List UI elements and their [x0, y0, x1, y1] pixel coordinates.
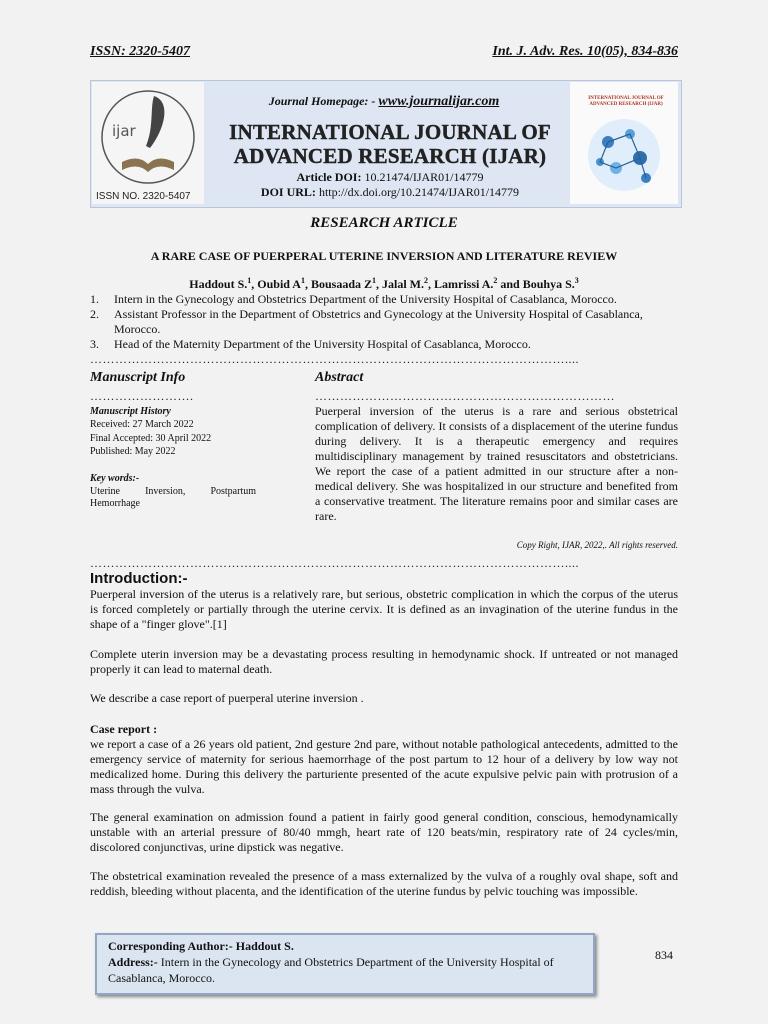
abstract-dots: ………………………………………………………………	[315, 389, 615, 403]
case-paragraph-1: we report a case of a 26 years old patient, 2nd gesture 2nd pare, without notable pathological antecedents, admitted to the emergency service of maternity for serious haemorrhage of the post partum to 12 hour of a delivery by low way not medicalized home. During this delivery the parturiente presented of the acute expulsive pelvic pain with protrusion of a mass through the vulva.	[90, 737, 678, 796]
author-affiliation-sup: 2	[424, 276, 429, 285]
copyright-notice: Copy Right, IJAR, 2022,. All rights reserved.	[516, 540, 678, 550]
author-affiliation-sup: 1	[300, 276, 305, 285]
author-affiliation-sup: 3	[574, 276, 579, 285]
address-text: Intern in the Gynecology and Obstetrics Department of the University Hospital of Casablanca, Morocco.	[108, 955, 554, 985]
article-title: A RARE CASE OF PUERPERAL UTERINE INVERSION AND LITERATURE REVIEW	[150, 249, 618, 263]
case-paragraph-3: The obstetrical examination revealed the presence of a mass externalized by the vulva of a roughly oval shape, soft and reddish, bleeding without placenta, and the identification of the uterine fundus by pelvic touching was impossible.	[90, 869, 678, 898]
issn-header: ISSN: 2320-5407	[90, 44, 190, 59]
abstract-text: Puerperal inversion of the uterus is a rare and serious obstetrical complication of delivery. It consists of a displacement of the uterine fundus during delivery. It is a therapeutic emergency and requires multidisciplinary management by trained resuscitators and obstetricians. We report the case of a patient admitted in our structure after a non-medical delivery. She was hospitalized in our structure and benefited from a conservative treatment. The literature remains poor and similar cases are rare.	[315, 404, 678, 523]
citation-header: Int. J. Adv. Res. 10(05), 834-836	[492, 44, 678, 59]
author-affiliation-sup: 1	[247, 276, 252, 285]
doi-block	[210, 170, 570, 200]
corr-label: Corresponding Author:-	[108, 939, 236, 953]
intro-paragraph-3: We describe a case report of puerperal uterine inversion .	[90, 691, 364, 705]
author-name: Bouhya S.	[522, 277, 575, 291]
author-name: Bousaada Z	[310, 277, 373, 291]
homepage-label: Journal Homepage: -	[268, 94, 379, 108]
doi-url-link[interactable]: http://dx.doi.org/10.21474/IJAR01/14779	[318, 185, 520, 199]
keywords-heading: Key words:-	[90, 473, 140, 484]
manuscript-history-heading: Manuscript History	[90, 406, 171, 417]
affiliation-2: 2. Assistant Professor in the Department of Obstetrics and Gynecology at the University Hospital of Casablanca, Morocco.	[90, 307, 643, 336]
manuscript-info-heading: Manuscript Info	[90, 370, 186, 385]
introduction-heading: Introduction:-	[90, 570, 188, 587]
author-name: Jalal M.	[382, 277, 425, 291]
address-label: Address:-	[108, 955, 161, 969]
author-name: Lamrissi A.	[434, 277, 494, 291]
logo-issn-text: ISSN NO. 2320-5407	[96, 191, 191, 202]
received-date: Received: 27 March 2022	[90, 419, 194, 430]
separator-bottom: ……………………………………………………………………………………………………....	[90, 556, 579, 570]
molecule-cover-icon	[578, 112, 670, 198]
separator-top: ……………………………………………………………………………………………………....	[90, 352, 579, 366]
author-list: Haddout S.$^1$, Oubid $A^1$, Bousaada $Z^1$, Jalal M.$^2$, Lamrissi A.$^2$ and Bouhya S.$^3$	[189, 276, 579, 291]
published-date: Published: May 2022	[90, 446, 176, 457]
doi-label: Article DOI:	[296, 170, 362, 184]
affiliation-1: 1. Intern in the Gynecology and Obstetrics Department of the University Hospital of Casablanca, Morocco.	[90, 292, 617, 306]
abstract-heading: Abstract	[315, 370, 364, 385]
doi-value: 10.21474/IJAR01/14779	[364, 170, 484, 184]
corr-name: Haddout S.	[235, 939, 294, 953]
journal-title-line2: ADVANCED RESEARCH (IJAR)	[233, 144, 547, 168]
journal-homepage	[0, 94, 768, 110]
article-type: RESEARCH ARTICLE	[310, 215, 458, 231]
logo-ijar-text: ijar	[112, 122, 136, 140]
cover-title: INTERNATIONAL JOURNAL OF ADVANCED RESEARCH (IJAR)	[588, 96, 664, 107]
page-number: 834	[655, 948, 673, 962]
intro-paragraph-2: Complete uterin inversion may be a devastating process resulting in hemodynamic shock. If untreated or not managed properly it can lead to maternal death.	[90, 647, 678, 676]
author-affiliation-sup: 1	[372, 276, 377, 285]
accepted-date: Final Accepted: 30 April 2022	[90, 433, 212, 444]
affiliation-3: 3. Head of the Maternity Department of the University Hospital of Casablanca, Morocco.	[90, 337, 531, 351]
keywords-line2: Hemorrhage	[90, 498, 140, 509]
journal-title	[210, 120, 570, 168]
author-name: Oubid A	[257, 277, 301, 291]
intro-paragraph-1: Puerperal inversion of the uterus is a relatively rare, but serious, obstetric complication in which the corpus of the uterus is forced completely or partially through the uterine cervix. It is defined as an invagination of the uterine fundus in the shape of a "finger glove".[1]	[90, 587, 678, 631]
doi-url-label: DOI URL:	[260, 185, 316, 199]
journal-title-line1: INTERNATIONAL JOURNAL OF	[229, 120, 551, 144]
case-paragraph-2: The general examination on admission found a patient in fairly good general condition, conscious, hemodynamically unstable with an arterial pressure of 80/40 mmgh, heart rate of 120 beats/min, respiratory rate of 24 cycles/min, discolored conjunctivas, urine dipstick was negative.	[90, 810, 678, 854]
author-name: Haddout S.	[189, 277, 248, 291]
corresponding-author-text	[108, 938, 588, 986]
case-report-heading: Case report :	[90, 722, 158, 736]
manuscript-dots: …………………….	[90, 389, 194, 403]
homepage-link[interactable]: www.journalijar.com	[378, 94, 500, 109]
keywords-line1: Uterine Inversion, Postpartum	[90, 486, 256, 497]
author-affiliation-sup: 2	[493, 276, 498, 285]
